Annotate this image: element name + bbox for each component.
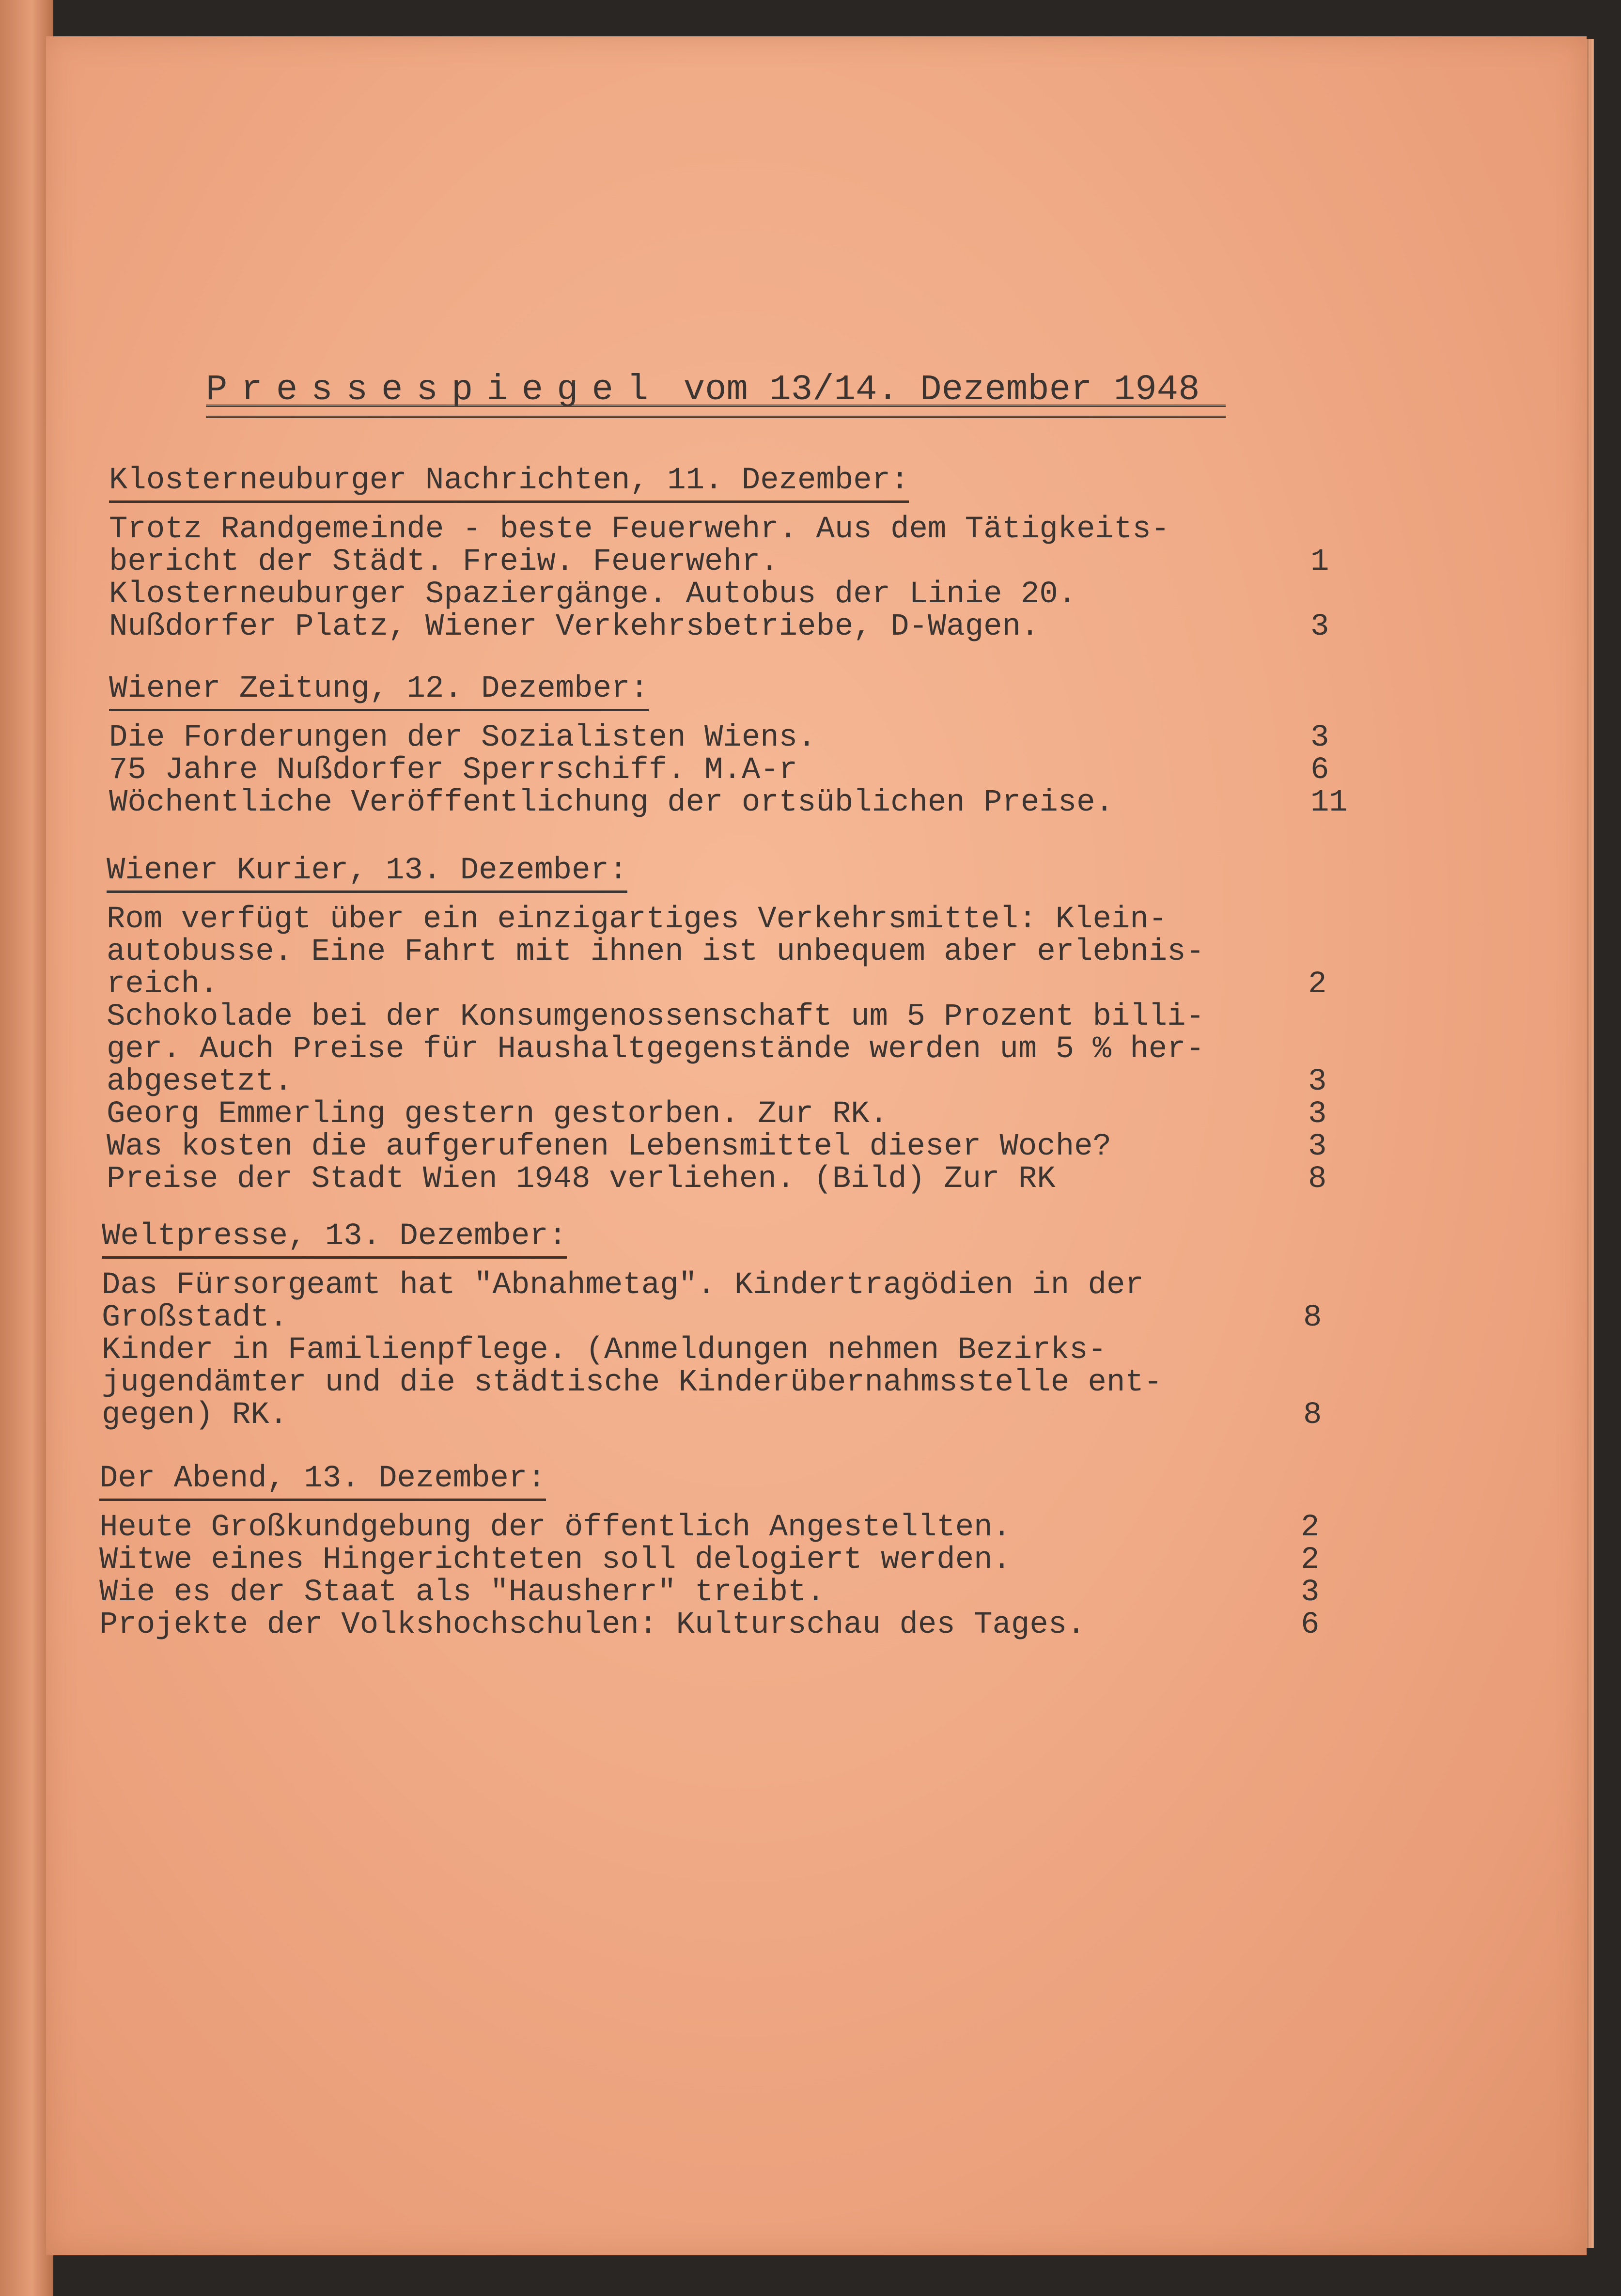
entry-page-number: 3 [1310,609,1329,644]
section-wiener-kurier [107,853,1415,1196]
list-item [107,1163,1366,1196]
entry-text: Das Fürsorgeamt hat "Abnahmetag". Kindertragödien in der Großstadt. [102,1268,1144,1335]
entry-page-number: 8 [1308,1162,1327,1197]
entry-page-number: 3 [1301,1575,1320,1610]
entry-page-number: 2 [1301,1543,1320,1578]
list-item [99,1512,1359,1544]
entry-text: Wie es der Staat als "Hausherr" treibt. [99,1575,825,1610]
entry-page-number: 8 [1303,1300,1322,1335]
document-page [46,36,1587,2255]
list-item [102,1334,1361,1432]
list-item [107,1001,1366,1098]
list-item [109,578,1369,643]
list-item [107,1131,1366,1163]
list-item [109,514,1369,578]
entry-page-number: 3 [1308,1064,1327,1099]
entry-text: Kinder in Familienpflege. (Anmeldungen nehmen Bezirks- jugendämter und die städtische Kinderübernahmsstelle ent- gegen) RK. [102,1333,1163,1433]
entry-text: Witwe eines Hingerichteten soll delogiert werden. [99,1543,1011,1578]
entry-text: Projekte der Volkshochschulen: Kulturschau des Tages. [99,1608,1086,1642]
left-page-edge [0,0,53,2296]
entry-list [109,514,1417,643]
entry-page-number: 1 [1310,545,1329,579]
entry-text: Wöchentliche Veröffentlichung der ortsüblichen Preise. [109,785,1114,820]
list-item [107,1098,1366,1131]
entry-text: Schokolade bei der Konsumgenossenschaft um 5 Prozent billi- ger. Auch Preise für Haushaltgegenstände werden um 5 % her- abgesetzt. [107,1000,1204,1099]
section-der-abend [99,1461,1407,1641]
entry-list [109,722,1417,819]
entry-text: Klosterneuburger Spaziergänge. Autobus der Linie 20. Nußdorfer Platz, Wiener Verkehrsbetriebe, D-Wagen. [109,577,1077,644]
entry-text: Heute Großkundgebung der öffentlich Angestellten. [99,1510,1011,1545]
list-item [109,722,1369,754]
entry-page-number: 11 [1310,785,1348,820]
list-item [99,1544,1359,1577]
entry-page-number: 6 [1310,753,1329,788]
list-item [109,754,1369,787]
list-item [102,1269,1361,1334]
list-item [107,904,1366,1001]
section-heading: Wiener Kurier, 13. Dezember: [107,853,627,893]
section-heading: Klosterneuburger Nachrichten, 11. Dezember: [109,463,909,503]
title-double-underline [206,405,1226,418]
title-date: vom 13/14. Dezember 1948 [662,370,1200,410]
entry-page-number: 3 [1308,1129,1327,1164]
section-wiener-zeitung [109,671,1417,819]
entry-page-number: 8 [1303,1398,1322,1433]
section-heading: Der Abend, 13. Dezember: [99,1461,546,1501]
section-klosterneuburger-nachrichten [109,463,1417,643]
entry-list [99,1512,1407,1641]
entry-text: Georg Emmerling gestern gestorben. Zur RK. [107,1097,888,1132]
section-heading: Weltpresse, 13. Dezember: [102,1218,567,1259]
entry-text: Rom verfügt über ein einzigartiges Verkehrsmittel: Klein- autobusse. Eine Fahrt mit ihnen ist unbequem aber erlebnis- reich. [107,902,1204,1002]
list-item [99,1609,1359,1641]
entry-text: Was kosten die aufgerufenen Lebensmittel dieser Woche? [107,1129,1111,1164]
entry-page-number: 3 [1310,720,1329,755]
entry-text: Die Forderungen der Sozialisten Wiens. [109,720,816,755]
entry-page-number: 2 [1308,967,1327,1002]
list-item [109,787,1369,819]
entry-list [107,904,1415,1196]
entry-text: Preise der Stadt Wien 1948 verliehen. (Bild) Zur RK [107,1162,1056,1197]
entry-text: 75 Jahre Nußdorfer Sperrschiff. M.A-r [109,753,798,788]
title-spaced-word: Pressespiegel [206,370,662,410]
entry-text: Trotz Randgemeinde - beste Feuerwehr. Aus dem Tätigkeits- bericht der Städt. Freiw. Feuerwehr. [109,512,1170,579]
entry-page-number: 2 [1301,1510,1320,1545]
entry-page-number: 3 [1308,1097,1327,1132]
list-item [99,1577,1359,1609]
entry-list [102,1269,1410,1432]
section-heading: Wiener Zeitung, 12. Dezember: [109,671,649,711]
section-weltpresse [102,1218,1410,1432]
entry-page-number: 6 [1301,1608,1320,1642]
